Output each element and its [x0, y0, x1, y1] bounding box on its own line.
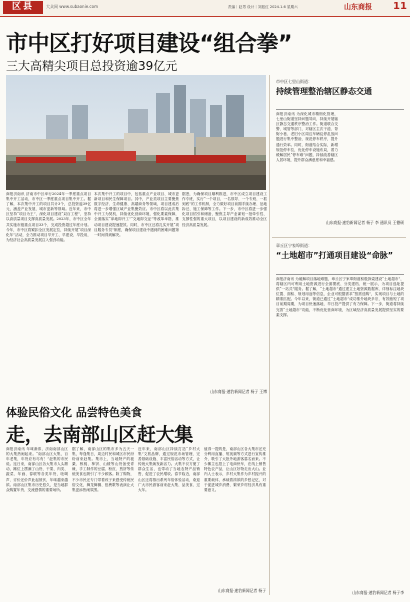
paper-name: 山东商报 [344, 3, 372, 11]
lead-headline: 市中区打好项目建设“组合拳” [6, 32, 292, 57]
side1-rule [276, 109, 404, 110]
side1-body-a: 商报济南讯 为深化城市精细化管理，七里山街道坚持问题导向，持续开展辖区静态交通秩序整治工作。街道联合交警、城管等部门，对辖区主次干道、背街小巷、老旧小区周边车辆乱停乱放问题进行集中整治，规范停车秩序，提升通行效率。同时，街道结合实际，新增规范停车位，优化停车设施布局，着力缓解居民“停车难”问题，持续改善辖区人居环境，提升群众满意度和幸福感。 [276, 112, 338, 162]
side2-body: 商报济南讯 为破解项目落地难题，章丘区宁家埠街道积极探索建设“土地超市”，将辖区内可利用土地资源进行全面摸底、分类建档、统一展示，为项目选址提供“一站式”服务。据了解，“土地超市”通过建立土地资源数据库，详细标注地块位置、面积、规划用途等信息，企业可根据需求“按需选购”，实现项目与土地的精准匹配。今年以来，街道已通过“土地超市”成功推介地块多宗，有效缩短了项目前期周期，为项目快速落地、早日投产提供了有力保障。下一步，街道将持续完善“土地超市”功能，不断优化营商环境，为区域经济高质量发展提供坚实的要素支撑。 [276, 277, 404, 317]
side1-kicker: 市中区七里山街道： [276, 79, 312, 84]
story2-body-col3: 近年来，南部山区持续打造“乡村大集”文旅品牌，通过规范市场管理、完善基础设施、丰富民俗活动等方式，让传统大集焕发新活力。大集不仅方便了群众生活，也带动了当地农特产品销售，促进了农民增收。春节临近，南部山区还将推出系列年俗体验活动，欢迎广大市民游客前来赶大集、品美食、过大年。 [138, 447, 200, 492]
lead-byline: 山东商报·速豹新闻记者 杨子 王博 [210, 389, 267, 394]
lead-body-col3: 据悉，为确保项目顺利推进，市中区成立项目建设工作专班，实行“一个项目、一名领导、一个专班、一抓到底”的工作机制，全力做好项目前期手续办理、征地拆迁、施工保障等工作。下一步，市中区将进一步强化项目招引和储备，聚焦主导产业谋划一批牵引性、支撑性强的重大项目，以项目建设的新成效推动全区经济高质量发展。 [182, 192, 267, 227]
story2-body-col4: 值得一提的是，南部山区各大集市还充分利用直播、短视频等方式进行宣传推介，吸引了大批外地游客慕名而来。不少摊主也搭上了电商快车，在线上销售特色农产品，让山区好物走出大山。业内人士表示，乡村大集作为乡村振兴的重要载体，承载着浓浓的乡愁记忆，对于促进城乡消费、繁荣乡村经济具有重要意义。 [204, 447, 266, 492]
story2-body-col1: 商报济南讯 年味渐浓，济南南部山区的大集热闹起来。“南部山区大集，百年老集，年货应有尽有！”赶集的市民说。连日来，南部山区各大集市人头攒动，摊位上摆满了山货、干果、肉类、蔬菜、年画、春联等各类年货，吆喝声、讨价还价声此起彼伏，年味越来越浓。南部山区集市历史悠久，是当地群众购置年货、交流感情的重要场所。 [6, 447, 68, 492]
side2-kicker: 章丘区宁家埠街道： [276, 243, 312, 248]
story2-title: 走，去南部山区赶大集 [6, 424, 194, 446]
header-meta: 责编｜赵男 设计｜刘振红 2024.1.6 星期六 [228, 5, 298, 9]
story2-kicker: 体验民俗文化 品尝特色美食 [6, 406, 142, 419]
lead-photo [6, 75, 266, 190]
side1-title: 持续管理整治辖区静态交通 [276, 87, 372, 96]
section-label: 区县 [3, 1, 43, 14]
page-number: 11 [393, 1, 407, 12]
side2-rule [276, 274, 404, 275]
side-separator [272, 237, 406, 238]
lead-subhead: 三大高精尖项目总投资逾39亿元 [6, 59, 178, 73]
side2-byline: 山东商报·速豹新闻记者 杨子李 [352, 590, 404, 595]
story2-body-col2: 据了解，南部山区的集市多为五天一集，每逢集日，周边村民和城区市民纷纷前来赶集。集市上，当地特产的板栗、核桃、柿饼、山楂等山货备受青睐，手工制作的豆腐、粉皮、煎饼等传统美食也吸引了不少顾客。除了购物，不少市民还专门带着孩子来感受传统民俗文化，舞龙舞狮、扭秧歌等表演让大集更添热闹氛围。 [72, 447, 134, 492]
site-url: 大众网 www.subaonie.com [46, 4, 98, 9]
lead-body-col2: 本次集中开工的项目中，包括重点产业项目、城市更新项目和民生保障项目。其中，产业类项目主要聚焦数字经济、生命健康、高端商务等领域，项目建成后将进一步增强区域产业集聚效应。市中区将以此次集中开工为契机，持续优化营商环境，强化要素保障，全面落实“拿地即开工”“交地即交证”等改革举措，推动项目建设提速提效。同时，市中区还将扎实开展“项目服务专员”制度，确保项目建设中遇到的困难问题第一时间得到解决。 [94, 192, 179, 237]
side2-title: “土地超市”打通项目建设“命脉” [276, 251, 394, 260]
story2-byline: 山东商报·速豹新闻记者 杨子 [218, 588, 266, 593]
side1-byline: 山东商报·速豹新闻记者 杨子 李 通讯员 王德硕 [325, 220, 404, 225]
lead-body-col1: 商报济南讯 济南市中区举行2024年一季度重点项目集中开工活动，市中区一季度重点项目集中开工。据了解，本次集中开工的项目共计3个，总投资逾39亿元，涵盖产业发展、城市更新等领域。近年来，市中区坚持“项目为王”，深化项目建设“双百工程”，坚持以高质量项目支撑高质量发展。2023年，市中区全年共实施市级重点项目33个，完成投资超过年度计划。今年，市中区将紧扣全区发展定位，持续开展“项目深化年”活动，全力推动项目早开工、早建设、早投用，为经济社会高质量发展注入强劲动能。 [6, 192, 91, 242]
column-divider [269, 75, 270, 595]
side1-body-b [342, 112, 404, 208]
